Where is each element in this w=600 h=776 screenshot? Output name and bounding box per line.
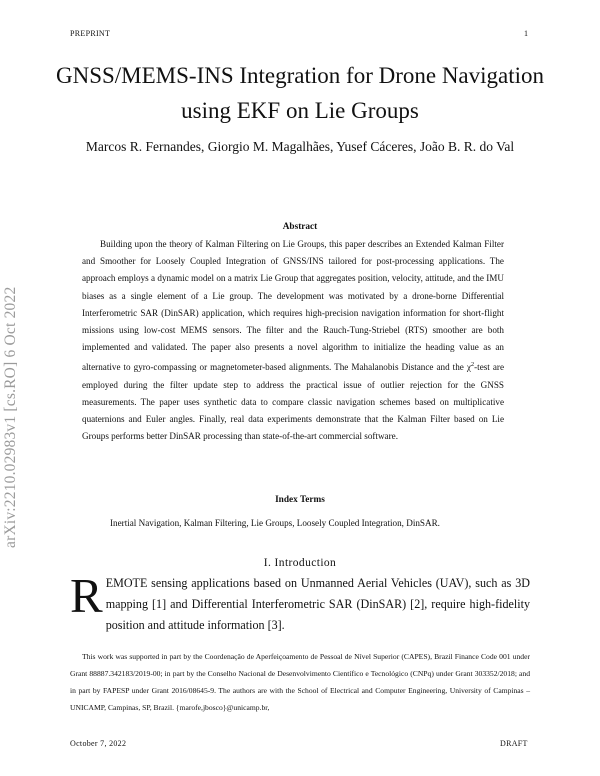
footnote — [70, 648, 530, 716]
running-header-left: PREPRINT — [70, 29, 111, 38]
footnote-text: This work was supported in part by the Coordenação de Aperfeiçoamento de Pessoal de Nível Superior (CAPES), Brazil Finance Code 001 under Grant 88887.342183/2019-00; in part by the Conselho Nacional de Desenvolvimento Científico e Tecnológico (CNPq) under Grant 303352/2018; and in part by FAPESP under Grant 2016/08645-9. The authors are with the School of Electrical and Computer Engineering, University of Campinas – UNICAMP, Campinas, SP, Brazil. {marofe,jbosco}@unicamp.br, — [70, 652, 530, 712]
author-list: Marcos R. Fernandes, Giorgio M. Magalhães, Yusef Cáceres, João B. R. do Val — [85, 139, 515, 154]
drop-cap: R — [70, 568, 103, 623]
abstract-text-part2: -test are employed during the filter update step to address the practical issue of outlier rejection for the GNSS measurements. The paper uses synthetic data to compare classic navigation schemes based on multiplicative quaternions and Euler angles. Finally, real data experiments demonstrate that the Kalman Filter based on Lie Groups performs better DinSAR processing than state-of-the-art commercial software. — [82, 362, 504, 442]
abstract-text-part1: Building upon the theory of Kalman Filtering on Lie Groups, this paper describes an Extended Kalman Filter and Smoother for Loosely Coupled Integration of GNSS/INS tailored for post-processing applications. The approach employs a dynamic model on a matrix Lie Group that aggregates position, velocity, attitude, and the IMU biases as a single element of a Lie group. The development was motivated by a drone-borne Differential Interferometric SAR (DinSAR) application, which requires high-precision navigation information for short-flight missions using low-cost MEMS sensors. The filter and the Rauch-Tung-Striebel (RTS) smoother are both implemented and validated. The paper also presents a novel algorithm to initialize the heading value as an alternative to gyro-compassing or magnetometer-based alignments. The Mahalanobis Distance and the χ — [82, 239, 504, 373]
abstract-heading: Abstract — [282, 222, 318, 232]
footer-status: DRAFT — [500, 739, 528, 748]
introduction-heading: I. Introduction — [263, 557, 337, 569]
arxiv-stamp: arXiv:2210.02983v1 [cs.RO] 6 Oct 2022 — [2, 286, 19, 548]
index-terms-text: Inertial Navigation, Kalman Filtering, Lie Groups, Loosely Coupled Integration, DinSAR. — [110, 518, 440, 528]
footer-date: October 7, 2022 — [70, 739, 127, 748]
page-number: 1 — [524, 29, 529, 38]
index-terms-heading: Index Terms — [275, 495, 325, 505]
abstract-text — [82, 236, 504, 445]
chi-superscript: 2 — [470, 361, 475, 369]
introduction-paragraph — [70, 568, 530, 636]
introduction-text: EMOTE sensing applications based on Unmanned Aerial Vehicles (UAV), such as 3D mapping [1] and Differential Interferometric SAR (DinSAR) [2], require high-fidelity position and attitude information [3]. — [105, 576, 530, 632]
paper-title: GNSS/MEMS-INS Integration for Drone Navigation using EKF on Lie Groups — [55, 63, 545, 123]
